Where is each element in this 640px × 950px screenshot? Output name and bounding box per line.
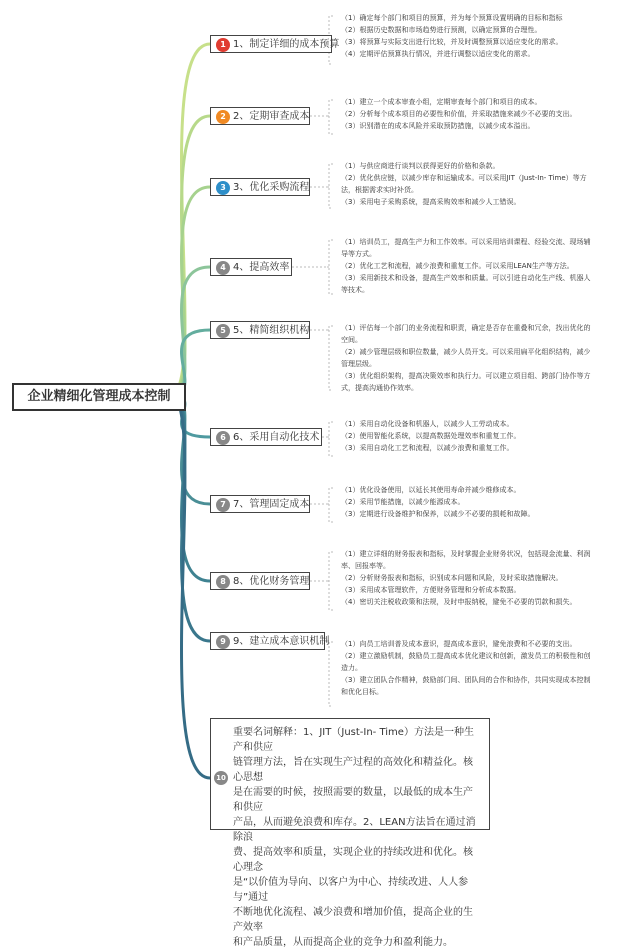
branch-label: 5、精简组织机构	[233, 325, 310, 336]
detail-bracket-6	[322, 422, 333, 456]
detail-line: 法，根据需求实时补货。	[341, 186, 418, 194]
detail-line: （2）使用智能化系统，以提高数据处理效率和重复工作。	[341, 432, 521, 440]
branch-details-2	[341, 96, 576, 132]
detail-bracket-7	[310, 488, 333, 522]
detail-line: 管理层级。	[341, 360, 376, 368]
branch-node-5	[210, 321, 310, 339]
branch-node-6	[210, 428, 322, 446]
note-line: 产品，从而避免浪费和库存。2、LEAN方法旨在通过消除浪	[233, 817, 476, 843]
branch-label: 6、采用自动化技术	[233, 432, 320, 443]
detail-bracket-2	[310, 100, 333, 134]
branch-node-1	[210, 35, 340, 53]
glossary-text	[233, 725, 481, 950]
branch-details-6	[341, 418, 520, 454]
branch-node-3	[210, 178, 310, 196]
detail-line: （2）减少管理层级和职位数量，减少人员开支。可以采用扁平化组织结构，减少	[341, 348, 591, 356]
note-line: 重要名词解释：1、JIT（Just-In- Time）方法是一种生产和供应	[233, 727, 474, 753]
note-line: 费、提高效率和质量，实现企业的持续改进和优化。核心理念	[233, 847, 473, 873]
note-line: 是在需要的时候，按照需要的数量，以最低的成本生产和供应	[233, 787, 473, 813]
detail-line: 导等方式。	[341, 250, 376, 258]
detail-bracket-8	[310, 552, 333, 610]
detail-line: （2）分析财务报表和指标，识别成本问题和风险，及时采取措施解决。	[341, 574, 563, 582]
detail-line: （3）采用电子采购系统，提高采购效率和减少人工错误。	[341, 198, 521, 206]
branch-label: 1、制定详细的成本预算	[233, 39, 340, 50]
note-line: 和产品质量，从而提高企业的竞争力和盈利能力。	[233, 937, 453, 948]
note-number-badge: 10	[214, 771, 228, 785]
detail-line: （1）确定每个部门和项目的预算，并为每个预算设置明确的目标和指标	[341, 14, 563, 22]
branch-label: 4、提高效率	[233, 262, 290, 273]
detail-line: （2）优化供应链，以减少库存和运输成本。可以采用JIT（Just-In- Time）等方	[341, 174, 587, 182]
detail-line: （2）分析每个成本项目的必要性和价值，并采取措施来减少不必要的支出。	[341, 110, 577, 118]
detail-line: （2）建立激励机制，鼓励员工提高成本优化建议和创新，激发员工的积极性和创	[341, 652, 591, 660]
number-badge: 7	[216, 498, 230, 512]
detail-bracket-5	[310, 326, 333, 390]
root-wire-9	[170, 395, 210, 641]
detail-line: （3）优化组织架构，提高决策效率和执行力。可以建立项目组、跨部门协作等方	[341, 372, 591, 380]
detail-line: （3）建立团队合作精神，鼓励部门间、团队间的合作和协作，共同实现成本控制	[341, 676, 591, 684]
detail-line: （3）采用成本管理软件，方便财务管理和分析成本数据。	[341, 586, 521, 594]
number-badge: 5	[216, 324, 230, 338]
number-badge: 2	[216, 110, 230, 124]
branch-label: 3、优化采购流程	[233, 182, 310, 193]
note-line: 链管理方法，旨在实现生产过程的高效化和精益化。核心思想	[233, 757, 473, 783]
branch-details-4	[341, 236, 590, 296]
number-badge: 9	[216, 635, 230, 649]
note-line: 不断地优化流程、减少浪费和增加价值，提高企业的生产效率	[233, 907, 473, 933]
branch-details-3	[341, 160, 587, 208]
detail-line: （1）优化设备使用，以延长其使用寿命并减少维修成本。	[341, 486, 521, 494]
detail-line: （1）培训员工，提高生产力和工作效率。可以采用培训课程、经验交流、现场辅	[341, 238, 591, 246]
detail-line: （3）定期进行设备维护和保养，以减少不必要的损耗和故障。	[341, 510, 535, 518]
detail-line: （3）识别潜在的成本风险并采取预防措施，以减少成本溢出。	[341, 122, 535, 130]
detail-line: （1）建立一个成本审查小组，定期审查每个部门和项目的成本。	[341, 98, 542, 106]
detail-line: （3）采用自动化工艺和流程，以减少浪费和重复工作。	[341, 444, 514, 452]
detail-line: （4）密切关注税收政策和法规，及时申报纳税，避免不必要的罚款和损失。	[341, 598, 577, 606]
detail-line: （1）向员工培训普及成本意识，提高成本意识，避免浪费和不必要的支出。	[341, 640, 577, 648]
branch-details-1	[341, 12, 562, 60]
root-topic: 企业精细化管理成本控制	[12, 383, 186, 411]
detail-line: （2）根据历史数据和市场趋势进行预测，以确定预算的合理性。	[341, 26, 542, 34]
branch-node-8	[210, 572, 310, 590]
branch-label: 8、优化财务管理	[233, 576, 310, 587]
branch-details-5	[341, 322, 590, 394]
number-badge: 1	[216, 38, 230, 52]
branch-node-2	[210, 107, 310, 125]
root-wire-2	[170, 116, 210, 395]
branch-details-8	[341, 548, 590, 608]
number-badge: 8	[216, 575, 230, 589]
branch-details-9	[341, 638, 590, 698]
root-wire-3	[170, 187, 210, 395]
detail-line: （1）与供应商进行谈判以获得更好的价格和条款。	[341, 162, 500, 170]
detail-bracket-3	[310, 164, 333, 208]
number-badge: 3	[216, 181, 230, 195]
root-wire-10	[170, 395, 210, 778]
number-badge: 4	[216, 261, 230, 275]
detail-line: 等技术。	[341, 286, 369, 294]
branch-node-9	[210, 632, 330, 650]
detail-line: （1）建立详细的财务报表和指标，及时掌握企业财务状况，包括现金流量、利润	[341, 550, 591, 558]
branch-label: 9、建立成本意识机制	[233, 636, 330, 647]
detail-line: （2）优化工艺和流程，减少浪费和重复工作。可以采用LEAN生产等方法。	[341, 262, 574, 270]
branch-node-7	[210, 495, 310, 513]
note-line: 是“以价值为导向、以客户为中心、持续改进、人人参与”通过	[233, 877, 469, 903]
detail-line: （1）评估每一个部门的业务流程和职责，确定是否存在重叠和冗余，找出优化的	[341, 324, 591, 332]
detail-line: （3）将预算与实际支出进行比较，并及时调整预算以适应变化的需求。	[341, 38, 563, 46]
detail-bracket-4	[292, 240, 333, 294]
detail-line: 造力。	[341, 664, 362, 672]
root-wire-8	[170, 395, 210, 581]
detail-line: （1）采用自动化设备和机器人，以减少人工劳动成本。	[341, 420, 514, 428]
number-badge: 6	[216, 431, 230, 445]
detail-line: 式，提高沟通协作效率。	[341, 384, 418, 392]
detail-line: 率、回报率等。	[341, 562, 390, 570]
root-wire-7	[170, 395, 210, 504]
detail-line: 和优化目标。	[341, 688, 383, 696]
detail-line: （2）采用节能措施，以减少能源成本。	[341, 498, 465, 506]
detail-line: （4）定期评估预算执行情况，并进行调整以适应变化的需求。	[341, 50, 535, 58]
branch-label: 2、定期审查成本	[233, 111, 310, 122]
detail-line: 空间。	[341, 336, 362, 344]
branch-details-7	[341, 484, 534, 520]
branch-node-4	[210, 258, 292, 276]
detail-line: （3）采用新技术和设备，提高生产效率和质量。可以引进自动化生产线、机器人	[341, 274, 591, 282]
root-wire-1	[170, 44, 210, 395]
branch-label: 7、管理固定成本	[233, 499, 310, 510]
glossary-note	[210, 718, 490, 948]
